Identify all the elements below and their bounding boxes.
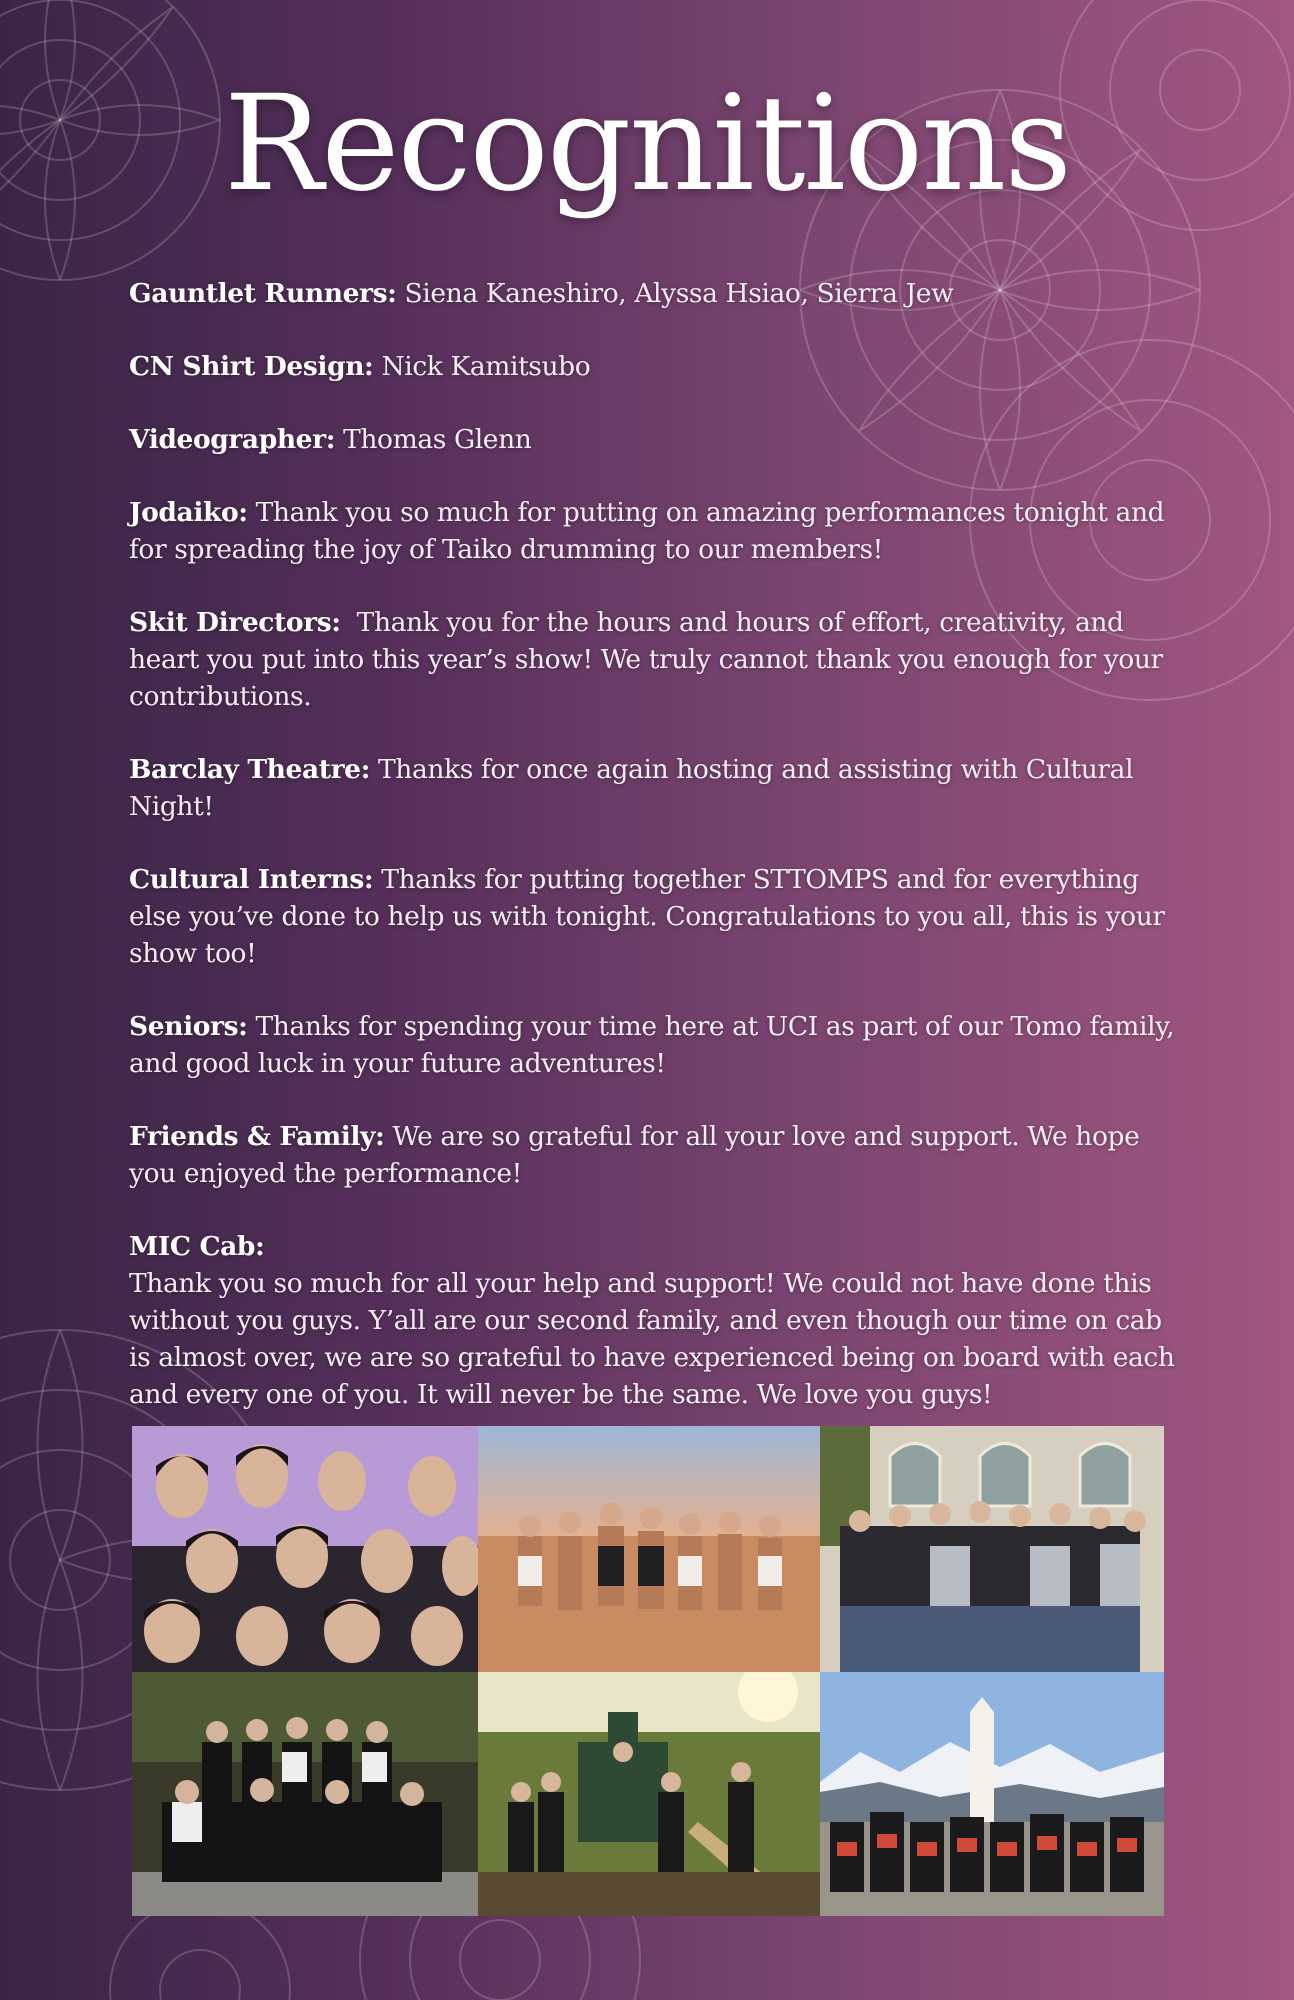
recognition-text: Thanks for spending your time here at UCI as part of our Tomo family, and good luck in your future adventures! — [129, 1011, 1175, 1079]
recognition-skit-directors — [129, 604, 1179, 715]
recognition-videographer — [129, 421, 1179, 458]
group-building-photo — [820, 1426, 1164, 1672]
recognition-label: CN Shirt Design: — [129, 351, 374, 382]
recognition-text: Thank you so much for putting on amazing performances tonight and for spreading the joy of Taiko drumming to our members! — [129, 497, 1165, 565]
recognition-gauntlet-runners — [129, 275, 1179, 312]
photo-collage — [132, 1426, 1164, 1916]
group-formal-photo — [132, 1672, 478, 1916]
recognition-text: Thanks for putting together STTOMPS and for everything else you’ve done to help us with tonight. Congratulations to you all, this is your show too! — [129, 864, 1165, 969]
recognition-text: We are so grateful for all your love and support. We hope you enjoyed the performance! — [129, 1121, 1140, 1189]
page-title: Recognitions — [223, 67, 1071, 221]
recognition-cultural-interns — [129, 861, 1179, 972]
recognition-cn-shirt-design — [129, 348, 1179, 385]
recognitions-list — [129, 275, 1179, 1449]
recognition-seniors — [129, 1008, 1179, 1082]
recognition-label: Skit Directors: — [129, 607, 341, 638]
recognition-barclay-theatre — [129, 751, 1179, 825]
recognition-label: Seniors: — [129, 1011, 248, 1042]
recognition-label: MIC Cab: — [129, 1231, 265, 1262]
recognition-label: Gauntlet Runners: — [129, 278, 397, 309]
recognition-mic-cab — [129, 1228, 1179, 1413]
group-playground-photo — [478, 1672, 820, 1916]
recognition-text: Thomas Glenn — [335, 424, 532, 455]
recognition-text: Thank you so much for all your help and support! We could not have done this without you guys. Y’all are our second family, and even though our time on cab is almost over, we are so grateful to have experienced being on board with each and every one of you. It will never be the same. We love you guys! — [129, 1268, 1175, 1410]
recognition-friends-family — [129, 1118, 1179, 1192]
group-beach-photo — [478, 1426, 820, 1672]
group-photobooth-photo — [132, 1426, 478, 1672]
recognition-label: Cultural Interns: — [129, 864, 374, 895]
group-monument-photo — [820, 1672, 1164, 1916]
recognition-label: Videographer: — [129, 424, 336, 455]
recognition-label: Barclay Theatre: — [129, 754, 370, 785]
recognition-label: Jodaiko: — [129, 497, 248, 528]
recognition-text: Thanks for once again hosting and assisting with Cultural Night! — [129, 754, 1134, 822]
recognition-text: Siena Kaneshiro, Alyssa Hsiao, Sierra Jew — [396, 278, 954, 309]
recognition-label: Friends & Family: — [129, 1121, 385, 1152]
recognition-text: Nick Kamitsubo — [373, 351, 591, 382]
recognition-jodaiko — [129, 494, 1179, 568]
recognition-text: Thank you for the hours and hours of effort, creativity, and heart you put into this year’s show! We truly cannot thank you enough for your contributions. — [129, 607, 1171, 712]
